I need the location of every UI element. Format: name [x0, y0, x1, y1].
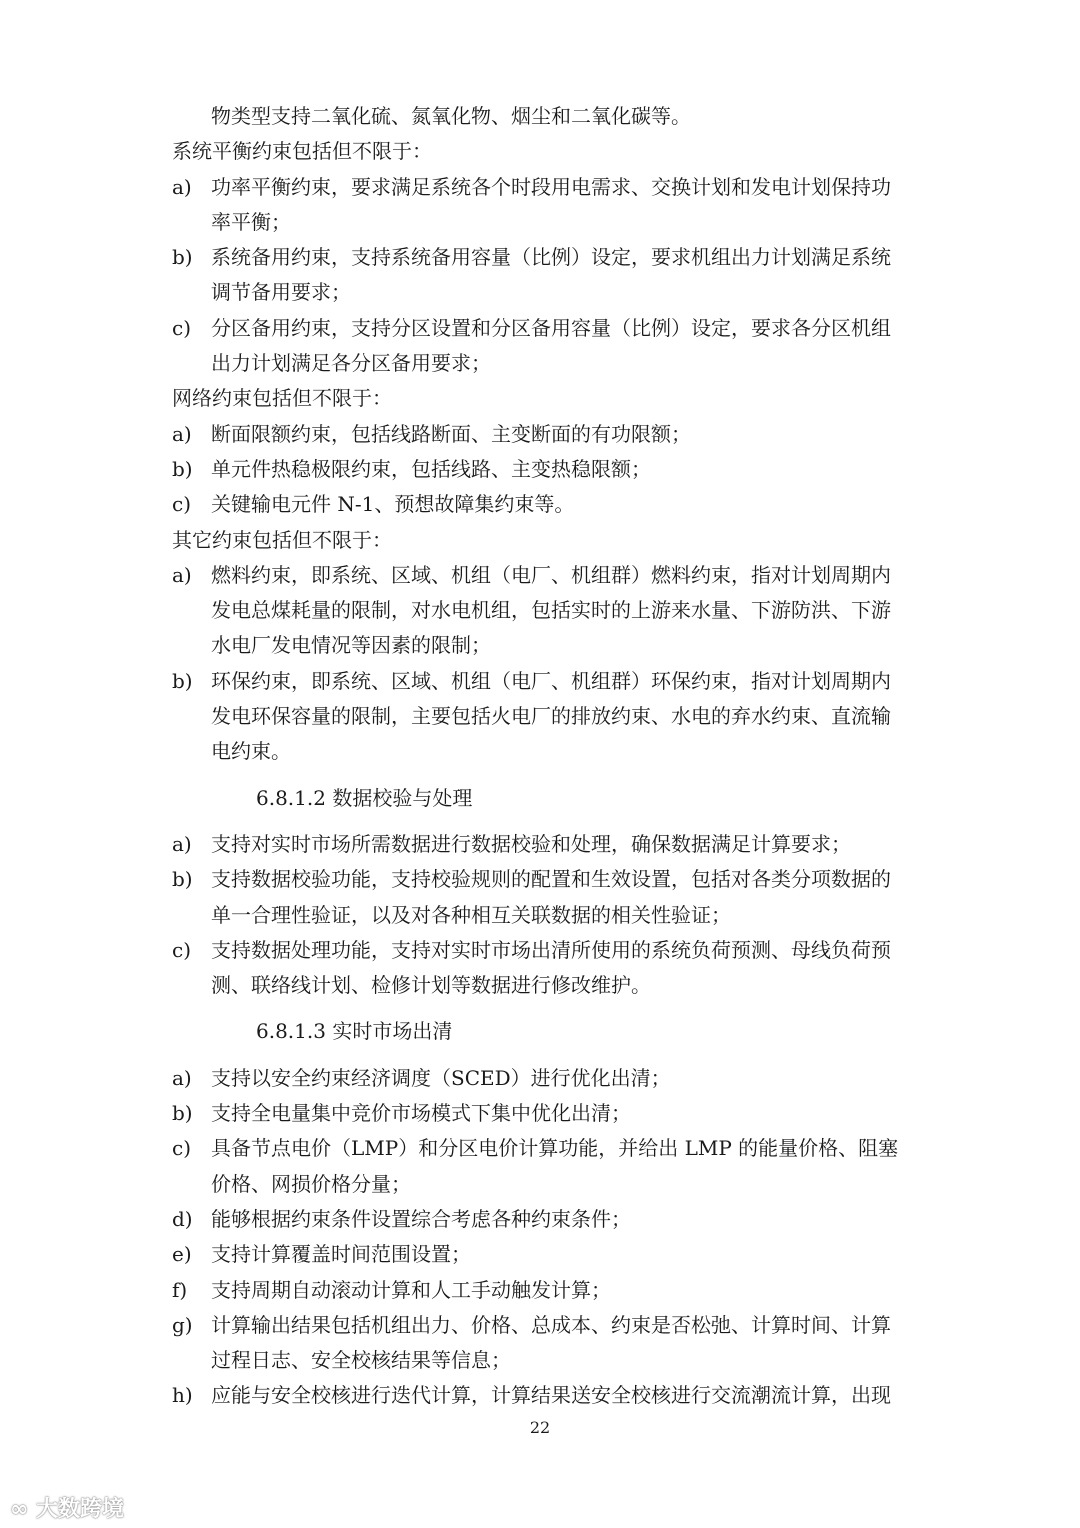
list-item — [0, 1237, 1080, 1272]
list-item-line — [0, 558, 1080, 593]
list-item — [0, 827, 1080, 862]
list-item-label: a) — [172, 421, 192, 446]
list-item-label: e) — [172, 1242, 192, 1267]
list-item-text: 支持数据校验功能，支持校验规则的配置和生效设置，包括对各类分项数据的 — [211, 867, 891, 892]
list-item-line — [0, 593, 1080, 628]
list-item-text: 环保约束，即系统、区域、机组（电厂、机组群）环保约束，指对计划周期内 — [211, 668, 891, 693]
paragraph — [0, 381, 1080, 416]
list-item-line — [0, 275, 1080, 310]
list-item-line — [0, 1131, 1080, 1166]
list-item — [0, 417, 1080, 452]
paragraph-text: 网络约束包括但不限于： — [172, 386, 392, 411]
list-item-label: c) — [172, 937, 192, 962]
list-item-text: 支持数据处理功能，支持对实时市场出清所使用的系统负荷预测、母线负荷预 — [211, 937, 891, 962]
list-item-text: 过程日志、安全校核结果等信息； — [211, 1348, 511, 1373]
list-item-line — [0, 898, 1080, 933]
list-item-line — [0, 170, 1080, 205]
list-item-line — [0, 664, 1080, 699]
list-item-text: 价格、网损价格分量； — [211, 1171, 411, 1196]
list-item-line — [0, 1308, 1080, 1343]
list-item-text: 燃料约束，即系统、区域、机组（电厂、机组群）燃料约束，指对计划周期内 — [211, 562, 891, 587]
list-item — [0, 1061, 1080, 1096]
document-body — [0, 99, 1080, 1414]
list-item — [0, 933, 1080, 1004]
list-item-label: d) — [172, 1206, 193, 1231]
list-item-label: b) — [172, 867, 193, 892]
page-number: 22 — [529, 1418, 551, 1437]
list-item — [0, 1378, 1080, 1413]
list-item-line — [0, 417, 1080, 452]
list-item — [0, 1202, 1080, 1237]
section-heading — [0, 781, 1080, 816]
list-item-line — [0, 1237, 1080, 1272]
list-item — [0, 311, 1080, 382]
list-item-text: 应能与安全校核进行迭代计算，计算结果送安全校核进行交流潮流计算，出现 — [211, 1383, 891, 1408]
list-item-text: 关键输电元件 N-1、预想故障集约束等。 — [211, 492, 575, 517]
list-item-text: 支持全电量集中竞价市场模式下集中优化出清； — [211, 1101, 631, 1126]
list-item-label: c) — [172, 315, 192, 340]
list-item-line — [0, 1167, 1080, 1202]
list-item — [0, 558, 1080, 664]
list-item-text: 出力计划满足各分区备用要求； — [211, 351, 491, 376]
list-item-label: c) — [172, 1136, 192, 1161]
list-item-line — [0, 827, 1080, 862]
list-item-line — [0, 1378, 1080, 1413]
list-item-text: 测、联络线计划、检修计划等数据进行修改维护。 — [211, 973, 651, 998]
list-item-label: f) — [172, 1277, 188, 1302]
list-item-line — [0, 240, 1080, 275]
list-item — [0, 1273, 1080, 1308]
watermark-logo: ∞ 大数跨境 — [10, 1497, 124, 1522]
paragraph-text: 系统平衡约束包括但不限于： — [172, 139, 432, 164]
paragraph — [0, 99, 1080, 134]
list-item-text: 支持计算覆盖时间范围设置； — [211, 1242, 471, 1267]
list-item — [0, 452, 1080, 487]
list-item-text: 计算输出结果包括机组出力、价格、总成本、约束是否松弛、计算时间、计算 — [211, 1312, 891, 1337]
paragraph — [0, 523, 1080, 558]
list-item-text: 发电环保容量的限制，主要包括火电厂的排放约束、水电的弃水约束、直流输 — [211, 704, 891, 729]
list-item-label: b) — [172, 668, 193, 693]
list-item-text: 能够根据约束条件设置综合考虑各种约束条件； — [211, 1206, 631, 1231]
list-item-line — [0, 628, 1080, 663]
list-item-label: b) — [172, 1101, 193, 1126]
heading-text: 6.8.1.3 实时市场出清 — [256, 1019, 453, 1044]
list-item-text: 电约束。 — [211, 739, 291, 764]
list-item-label: b) — [172, 456, 193, 481]
list-item-text: 发电总煤耗量的限制，对水电机组，包括实时的上游来水量、下游防洪、下游 — [211, 598, 891, 623]
list-item-text: 单一合理性验证，以及对各种相互关联数据的相关性验证； — [211, 902, 731, 927]
paragraph-text: 其它约束包括但不限于： — [172, 527, 392, 552]
list-item — [0, 1131, 1080, 1202]
heading-text: 6.8.1.2 数据校验与处理 — [256, 785, 473, 810]
list-item-text: 支持以安全约束经济调度（SCED）进行优化出清； — [211, 1065, 671, 1090]
list-item-line — [0, 346, 1080, 381]
list-item-text: 单元件热稳极限约束，包括线路、主变热稳限额； — [211, 456, 651, 481]
list-item — [0, 1096, 1080, 1131]
list-item-line — [0, 1343, 1080, 1378]
list-item-line — [0, 311, 1080, 346]
list-item-text: 具备节点电价（LMP）和分区电价计算功能，并给出 LMP 的能量价格、阻塞 — [211, 1136, 899, 1161]
list-item-text: 功率平衡约束，要求满足系统各个时段用电需求、交换计划和发电计划保持功 — [211, 174, 891, 199]
list-item-text: 水电厂发电情况等因素的限制； — [211, 633, 491, 658]
list-item-text: 支持周期自动滚动计算和人工手动触发计算； — [211, 1277, 611, 1302]
list-item — [0, 1308, 1080, 1379]
list-item-text: 率平衡； — [211, 209, 291, 234]
list-item-label: g) — [172, 1312, 193, 1337]
list-item-label: c) — [172, 492, 192, 517]
list-item-text: 调节备用要求； — [211, 280, 351, 305]
list-item-label: h) — [172, 1383, 193, 1408]
list-item-text: 支持对实时市场所需数据进行数据校验和处理，确保数据满足计算要求； — [211, 831, 851, 856]
list-item — [0, 240, 1080, 311]
list-item-label: a) — [172, 831, 192, 856]
list-item-label: a) — [172, 174, 192, 199]
list-item-line — [0, 1202, 1080, 1237]
list-item-line — [0, 862, 1080, 897]
list-item-line — [0, 699, 1080, 734]
list-item-label: b) — [172, 245, 193, 270]
list-item — [0, 862, 1080, 933]
list-item-line — [0, 487, 1080, 522]
paragraph-text: 物类型支持二氧化硫、氮氧化物、烟尘和二氧化碳等。 — [211, 104, 691, 128]
list-item-line — [0, 1096, 1080, 1131]
list-item-line — [0, 1061, 1080, 1096]
list-item-text: 分区备用约束，支持分区设置和分区备用容量（比例）设定，要求各分区机组 — [211, 315, 891, 340]
list-item-label: a) — [172, 1065, 192, 1090]
list-item-line — [0, 933, 1080, 968]
section-heading — [0, 1014, 1080, 1049]
list-item-line — [0, 205, 1080, 240]
list-item — [0, 664, 1080, 770]
list-item-label: a) — [172, 562, 192, 587]
list-item-line — [0, 734, 1080, 769]
list-item-line — [0, 968, 1080, 1003]
list-item-line — [0, 1273, 1080, 1308]
list-item-line — [0, 452, 1080, 487]
list-item — [0, 170, 1080, 241]
list-item-text: 断面限额约束，包括线路断面、主变断面的有功限额； — [211, 421, 691, 446]
list-item — [0, 487, 1080, 522]
list-item-text: 系统备用约束，支持系统备用容量（比例）设定，要求机组出力计划满足系统 — [211, 245, 891, 270]
paragraph — [0, 134, 1080, 169]
